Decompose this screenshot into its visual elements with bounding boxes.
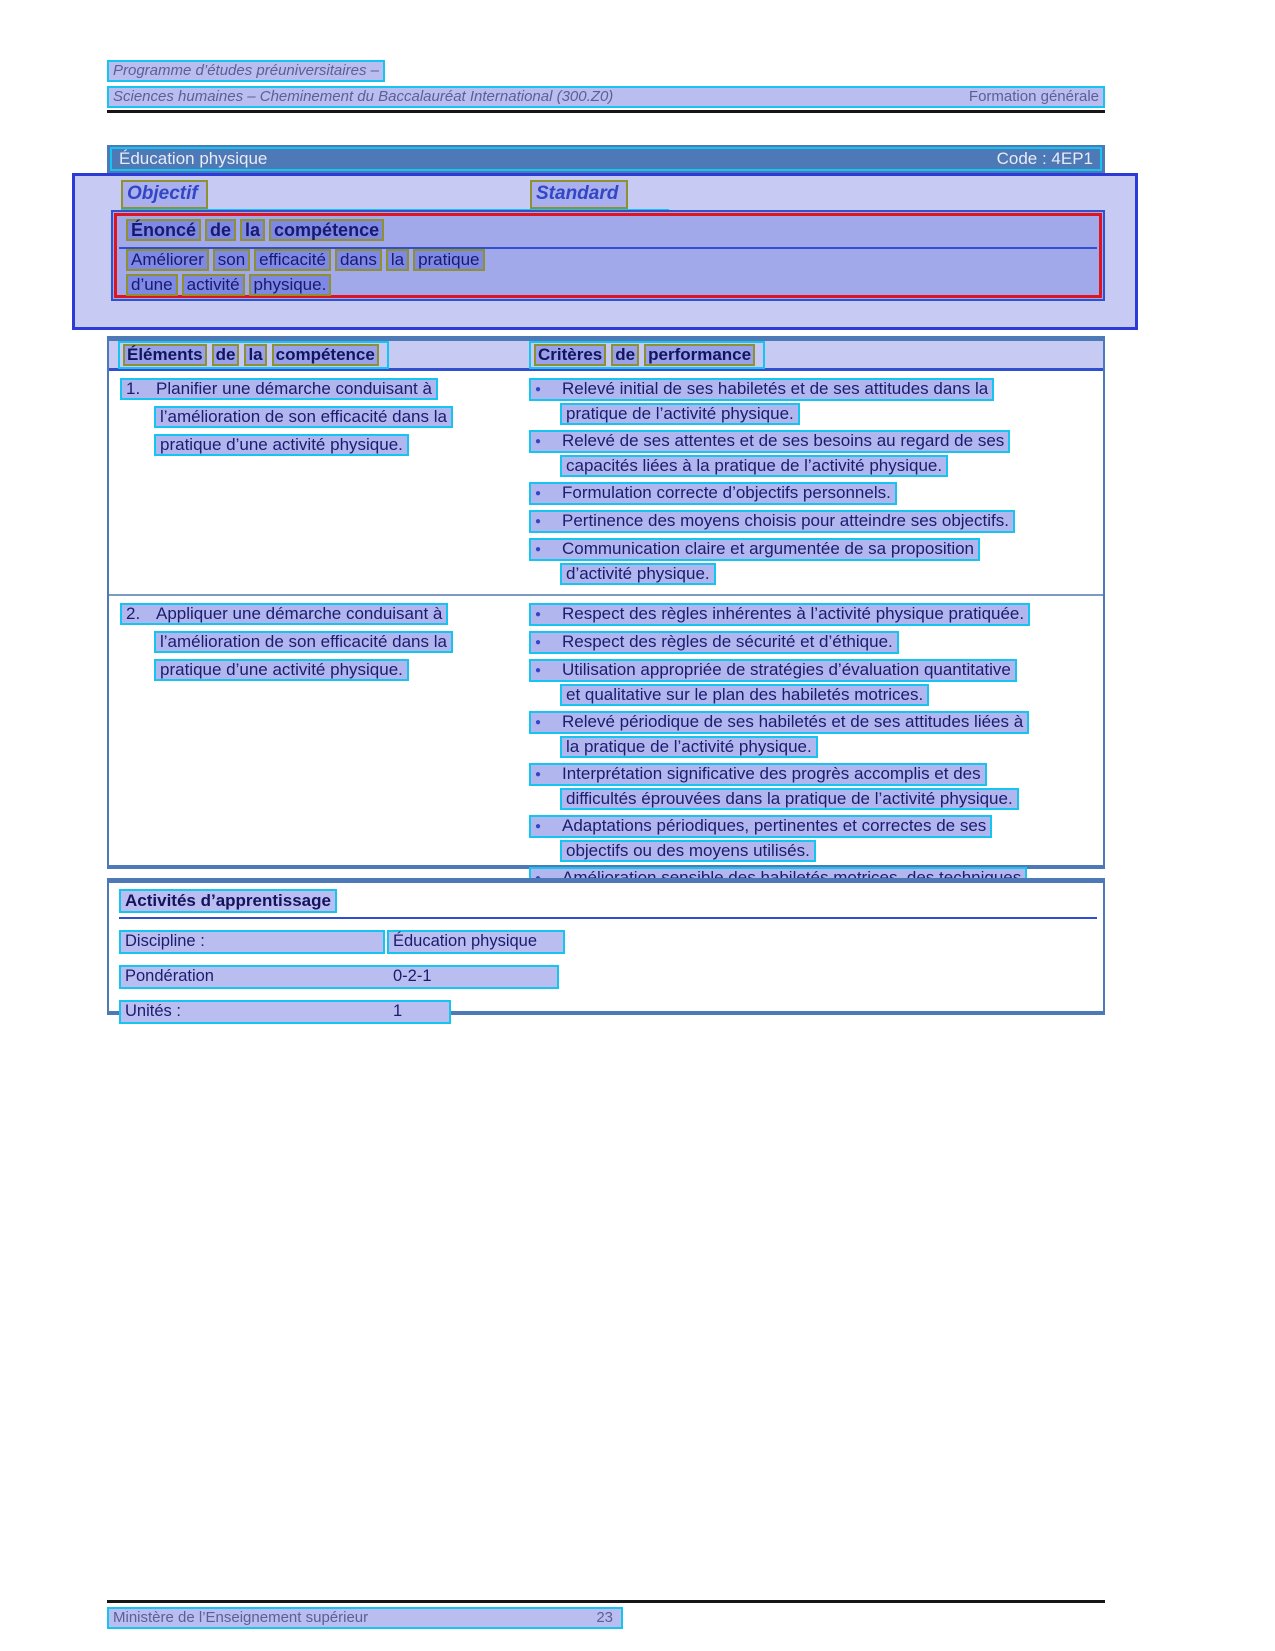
criteria-line-box: et qualitative sur le plan des habiletés motrices. bbox=[560, 684, 929, 706]
highlighted-word: son bbox=[213, 249, 250, 271]
highlighted-word: Critères bbox=[534, 344, 606, 366]
criteria-header bbox=[529, 341, 765, 369]
criteria-line bbox=[529, 455, 1103, 477]
course-title: Éducation physique bbox=[119, 149, 268, 168]
competency-row-1 bbox=[109, 371, 1103, 590]
criteria-line-box: ● Relevé initial de ses habiletés et de ses attitudes dans la bbox=[529, 378, 994, 401]
element-number: 2. bbox=[126, 604, 141, 623]
field-row-ponderation bbox=[119, 965, 1097, 989]
highlighted-word: efficacité bbox=[254, 249, 331, 271]
criteria-line bbox=[529, 430, 1103, 453]
criteria-line bbox=[529, 763, 1103, 786]
field-value: Éducation physique bbox=[387, 930, 565, 954]
competency-row-2 bbox=[109, 594, 1103, 919]
criteria-line bbox=[529, 711, 1103, 734]
criteria-item bbox=[529, 603, 1103, 626]
criteria-line bbox=[529, 603, 1103, 626]
criteria-line bbox=[529, 631, 1103, 654]
field-label: Unités : bbox=[125, 1002, 181, 1020]
criteria-line bbox=[529, 788, 1103, 810]
element-cell bbox=[109, 603, 529, 919]
highlighted-word: compétence bbox=[272, 344, 379, 366]
program-subtitle: Sciences humaines – Cheminement du Baccalauréat International (300.Z0) bbox=[113, 88, 614, 105]
bullet-icon: ● bbox=[535, 384, 542, 395]
bullet-icon: ● bbox=[535, 637, 542, 648]
field-label: Pondération bbox=[125, 967, 214, 985]
table-header-row bbox=[109, 341, 1103, 371]
criteria-item bbox=[529, 538, 1103, 585]
criteria-line-box: ● Formulation correcte d’objectifs personnels. bbox=[529, 482, 897, 505]
footer-rule bbox=[107, 1600, 1105, 1603]
objective-label: Objectif bbox=[121, 180, 208, 209]
bullet-icon: ● bbox=[535, 717, 542, 728]
criteria-line bbox=[529, 736, 1103, 758]
header-line-2 bbox=[107, 86, 1105, 108]
competency-line bbox=[126, 274, 1099, 296]
highlighted-word: activité bbox=[182, 274, 245, 296]
course-bar-annotation-box bbox=[110, 147, 1102, 171]
elements-header-cell bbox=[109, 341, 529, 369]
element-cell bbox=[109, 378, 529, 590]
criteria-list bbox=[529, 378, 1103, 590]
field-box bbox=[119, 965, 559, 989]
highlighted-word: Améliorer bbox=[126, 249, 209, 271]
criteria-line bbox=[529, 403, 1103, 425]
criteria-line-box: la pratique de l’activité physique. bbox=[560, 736, 818, 758]
criteria-line-box: ● Utilisation appropriée de stratégies d’évaluation quantitative bbox=[529, 659, 1017, 682]
competency-statement-box bbox=[111, 210, 1105, 301]
highlighted-word: compétence bbox=[269, 219, 384, 241]
criteria-line-box: ● Pertinence des moyens choisis pour atteindre ses objectifs. bbox=[529, 510, 1015, 533]
element-line-text: l’amélioration de son efficacité dans la bbox=[154, 631, 453, 653]
element-line-text: Appliquer une démarche conduisant à bbox=[156, 604, 443, 623]
criteria-line-box: ● Adaptations périodiques, pertinentes et correctes de ses bbox=[529, 815, 992, 838]
field-value: 0-2-1 bbox=[393, 967, 432, 985]
field-label: Discipline : bbox=[119, 930, 385, 954]
criteria-header-cell bbox=[529, 341, 1103, 369]
criteria-line-box: d’activité physique. bbox=[560, 563, 716, 585]
heading-underline bbox=[119, 247, 1097, 249]
highlighted-word: de bbox=[611, 344, 639, 366]
course-bar bbox=[107, 145, 1105, 173]
highlighted-word: dans bbox=[335, 249, 382, 271]
bullet-icon: ● bbox=[535, 516, 542, 527]
highlighted-word: la bbox=[386, 249, 409, 271]
competency-line bbox=[126, 249, 1099, 271]
highlighted-word: performance bbox=[644, 344, 755, 366]
highlighted-word: d’une bbox=[126, 274, 178, 296]
criteria-line-box: ● Relevé périodique de ses habiletés et de ses attitudes liées à bbox=[529, 711, 1029, 734]
criteria-line-box: ● Communication claire et argumentée de sa proposition bbox=[529, 538, 980, 561]
element-line bbox=[120, 603, 529, 625]
page-header bbox=[107, 60, 385, 82]
element-line-text: pratique d’une activité physique. bbox=[154, 659, 409, 681]
competency-table bbox=[107, 336, 1105, 869]
criteria-item bbox=[529, 510, 1103, 533]
criteria-item bbox=[529, 815, 1103, 862]
formation-label: Formation générale bbox=[968, 88, 1099, 105]
highlighted-word: physique. bbox=[249, 274, 332, 296]
criteria-line bbox=[529, 815, 1103, 838]
highlighted-word: pratique bbox=[413, 249, 484, 271]
field-row-discipline bbox=[119, 930, 1097, 954]
standard-label: Standard bbox=[530, 180, 628, 209]
criteria-line-box: pratique de l’activité physique. bbox=[560, 403, 800, 425]
highlighted-word: Énoncé bbox=[126, 219, 201, 241]
bullet-icon: ● bbox=[535, 544, 542, 555]
element-line bbox=[120, 434, 529, 456]
standard-label-wrap bbox=[530, 180, 628, 209]
bullet-icon: ● bbox=[535, 436, 542, 447]
highlighted-word: Éléments bbox=[123, 344, 207, 366]
highlighted-word: la bbox=[240, 219, 265, 241]
objective-label-wrap bbox=[121, 180, 208, 209]
program-title: Programme d’études préuniversitaires – bbox=[107, 60, 385, 82]
criteria-line bbox=[529, 378, 1103, 401]
annotation-rect bbox=[72, 173, 1138, 330]
criteria-line-box: capacités liées à la pratique de l’activité physique. bbox=[560, 455, 948, 477]
element-number: 1. bbox=[126, 379, 141, 398]
field-value: 1 bbox=[393, 1002, 403, 1020]
criteria-line-box: ● Respect des règles inhérentes à l’activité physique pratiquée. bbox=[529, 603, 1030, 626]
element-line bbox=[120, 659, 529, 681]
criteria-line bbox=[529, 840, 1103, 862]
criteria-line-box: ● Interprétation significative des progrès accomplis et des bbox=[529, 763, 987, 786]
learning-activities-panel bbox=[107, 878, 1105, 1020]
element-line-text: pratique d’une activité physique. bbox=[154, 434, 409, 456]
page-footer bbox=[107, 1607, 623, 1629]
criteria-line-box: difficultés éprouvées dans la pratique de l’activité physique. bbox=[560, 788, 1019, 810]
field-row-unites bbox=[119, 1000, 1097, 1024]
criteria-line-box: ● Relevé de ses attentes et de ses besoins au regard de ses bbox=[529, 430, 1010, 453]
bullet-icon: ● bbox=[535, 821, 542, 832]
criteria-line bbox=[529, 684, 1103, 706]
criteria-line bbox=[529, 510, 1103, 533]
bullet-icon: ● bbox=[535, 769, 542, 780]
criteria-item bbox=[529, 659, 1103, 706]
criteria-line-box: ● Respect des règles de sécurité et d’éthique. bbox=[529, 631, 899, 654]
criteria-line bbox=[529, 563, 1103, 585]
elements-header bbox=[118, 341, 389, 369]
header-rule bbox=[107, 110, 1105, 113]
element-line bbox=[120, 406, 529, 428]
criteria-list bbox=[529, 603, 1103, 919]
criteria-line bbox=[529, 659, 1103, 682]
bullet-icon: ● bbox=[535, 665, 542, 676]
criteria-line bbox=[529, 538, 1103, 561]
element-line bbox=[120, 378, 529, 400]
activities-underline bbox=[119, 917, 1097, 919]
highlighted-word: la bbox=[244, 344, 266, 366]
criteria-item bbox=[529, 482, 1103, 505]
field-box bbox=[119, 1000, 451, 1024]
criteria-item bbox=[529, 430, 1103, 477]
page-number: 23 bbox=[596, 1609, 613, 1626]
criteria-item bbox=[529, 631, 1103, 654]
criteria-line-box: objectifs ou des moyens utilisés. bbox=[560, 840, 816, 862]
competency-statement-content bbox=[117, 216, 1099, 295]
element-line-text: l’amélioration de son efficacité dans la bbox=[154, 406, 453, 428]
competency-heading bbox=[126, 219, 1099, 241]
criteria-item bbox=[529, 711, 1103, 758]
element-line bbox=[120, 631, 529, 653]
criteria-item bbox=[529, 763, 1103, 810]
criteria-line bbox=[529, 482, 1103, 505]
highlighted-word: de bbox=[205, 219, 236, 241]
highlighted-word: de bbox=[212, 344, 240, 366]
footer-text: Ministère de l’Enseignement supérieur bbox=[113, 1609, 369, 1626]
criteria-item bbox=[529, 378, 1103, 425]
activities-heading: Activités d’apprentissage bbox=[119, 889, 337, 913]
bullet-icon: ● bbox=[535, 609, 542, 620]
bullet-icon: ● bbox=[535, 488, 542, 499]
course-code: Code : 4EP1 bbox=[996, 149, 1093, 168]
element-line-text: Planifier une démarche conduisant à bbox=[156, 379, 432, 398]
